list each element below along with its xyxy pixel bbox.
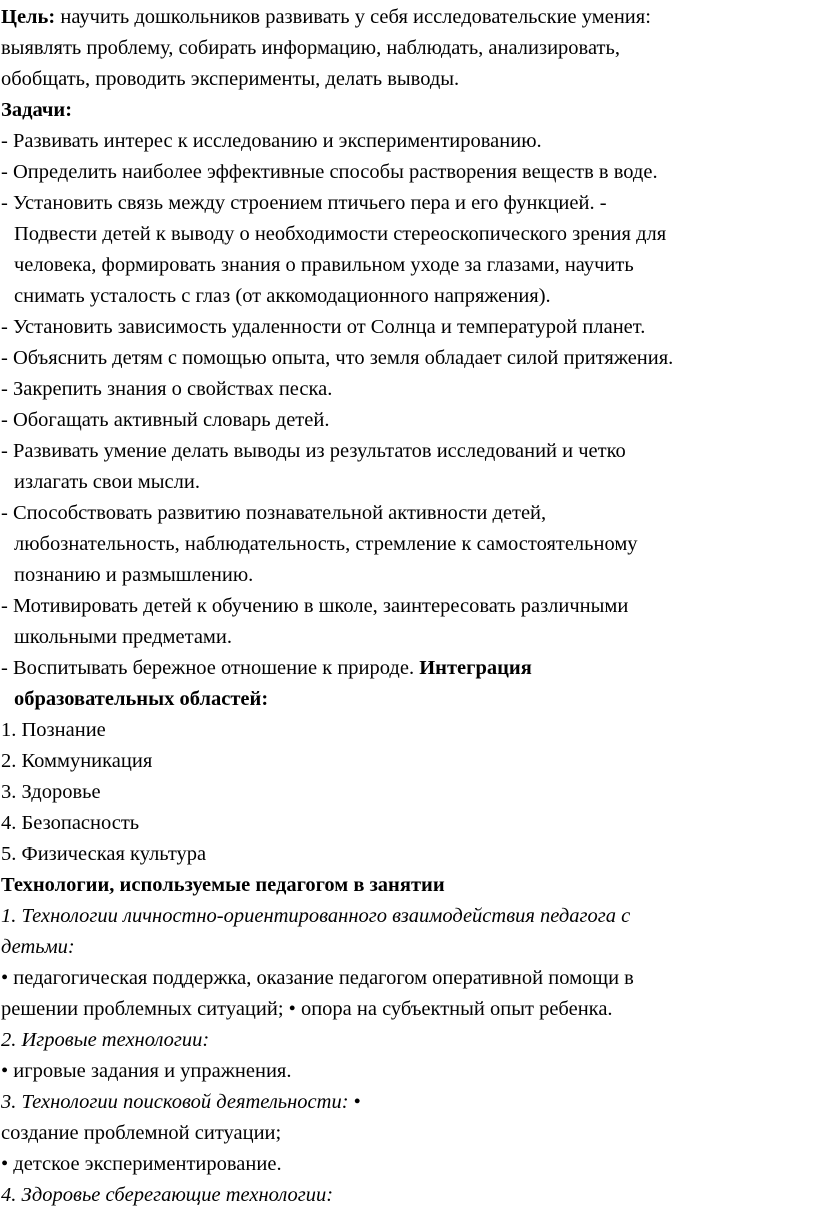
tech-1-item-line-2: решении проблемных ситуаций; • опора на субъектный опыт ребенка.	[1, 998, 613, 1020]
tech-2-item: • игровые задания и упражнения.	[1, 1060, 292, 1082]
integration-heading-line	[0, 684, 816, 715]
tech-3-item-2: • детское экспериментирование.	[1, 1153, 282, 1175]
integration-heading-b: образовательных областей:	[14, 688, 269, 710]
area-item: 4. Безопасность	[1, 812, 140, 834]
goal-label: Цель:	[1, 6, 56, 28]
tech-4-title	[0, 1180, 816, 1211]
task-line: - Способствовать развитию познавательной активности детей,	[1, 502, 547, 524]
integration-heading-a: Интеграция	[419, 657, 532, 679]
task-line: - Обогащать активный словарь детей.	[1, 409, 330, 431]
goal-text-1: научить дошкольников развивать у себя исследовательские умения:	[55, 6, 651, 28]
tech-2-title	[0, 1025, 816, 1056]
tech-1-title-line-1	[0, 901, 816, 932]
task-line: - Закрепить знания о свойствах песка.	[1, 378, 333, 400]
technologies-heading	[0, 870, 816, 901]
task-line: Подвести детей к выводу о необходимости стереоскопического зрения для	[14, 223, 667, 245]
tech-1-item-line-1: • педагогическая поддержка, оказание педагогом оперативной помощи в	[1, 967, 634, 989]
task-line: познанию и размышлению.	[14, 564, 254, 586]
goal-line-3: обобщать, проводить эксперименты, делать выводы.	[1, 68, 460, 90]
tech-3-title	[0, 1087, 816, 1118]
task-line: - Установить связь между строением птичьего пера и его функцией. -	[1, 192, 607, 214]
task-line: - Определить наиболее эффективные способы растворения веществ в воде.	[1, 161, 658, 183]
area-item: 2. Коммуникация	[1, 750, 153, 772]
area-item: 1. Познание	[1, 719, 106, 741]
tasks-heading	[0, 95, 816, 126]
area-item: 5. Физическая культура	[1, 843, 207, 865]
tech-4-title-text: 4. Здоровье сберегающие технологии:	[1, 1184, 334, 1206]
area-item: 3. Здоровье	[1, 781, 101, 803]
tech-1-title-line-2	[0, 932, 816, 963]
goal-line-1	[0, 2, 816, 33]
tech-3-item-1: создание проблемной ситуации;	[1, 1122, 282, 1144]
goal-line-2: выявлять проблему, собирать информацию, наблюдать, анализировать,	[1, 37, 620, 59]
task-line: - Установить зависимость удаленности от Солнца и температурой планет.	[1, 316, 646, 338]
task-line: - Мотивировать детей к обучению в школе, заинтересовать различными	[1, 595, 629, 617]
tech-3-bullet: •	[348, 1091, 361, 1113]
task-line: - Развивать умение делать выводы из результатов исследований и четко	[1, 440, 626, 462]
task-line: школьными предметами.	[14, 626, 233, 648]
task-line: - Объяснить детям с помощью опыта, что земля обладает силой притяжения.	[1, 347, 674, 369]
tech-1-title-text-1: 1. Технологии личностно-ориентированного взаимодействия педагога с	[1, 905, 631, 927]
tech-3-title-text: 3. Технологии поисковой деятельности:	[1, 1091, 349, 1113]
task-line: любознательность, наблюдательность, стремление к самостоятельному	[14, 533, 638, 555]
task-last-text: - Воспитывать бережное отношение к природе.	[1, 657, 420, 679]
task-line: человека, формировать знания о правильном уходе за глазами, научить	[14, 254, 634, 276]
task-line: снимать усталость с глаз (от аккомодационного напряжения).	[14, 285, 551, 307]
tasks-heading-text: Задачи:	[1, 99, 73, 121]
technologies-heading-text: Технологии, используемые педагогом в занятии	[1, 874, 445, 896]
task-line: - Развивать интерес к исследованию и экспериментированию.	[1, 130, 542, 152]
task-line-last	[0, 653, 816, 684]
tech-2-title-text: 2. Игровые технологии:	[1, 1029, 210, 1051]
task-line: излагать свои мысли.	[14, 471, 200, 493]
tech-1-title-text-2: детьми:	[1, 936, 75, 958]
